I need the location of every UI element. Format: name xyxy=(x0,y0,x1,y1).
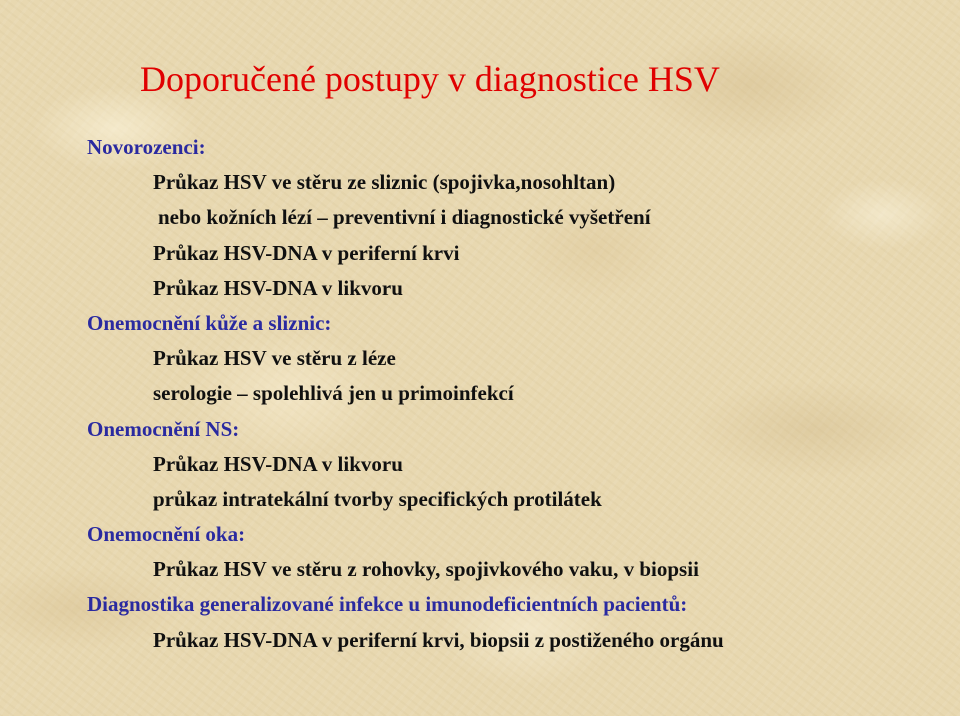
section-heading-generalized-infection: Diagnostika generalizované infekce u imunodeficientních pacientů: xyxy=(87,592,688,617)
section-heading-eye: Onemocnění oka: xyxy=(87,522,246,547)
list-item: nebo kožních lézí – preventivní i diagnostické vyšetření xyxy=(158,205,651,230)
list-item: Průkaz HSV-DNA v periferní krvi xyxy=(153,240,460,265)
list-item: serologie – spolehlivá jen u primoinfekcí xyxy=(153,381,514,406)
list-item: průkaz intratekální tvorby specifických protilátek xyxy=(153,486,602,511)
list-item: Průkaz HSV-DNA v likvoru xyxy=(153,275,403,300)
list-item: Průkaz HSV ve stěru z léze xyxy=(153,346,396,371)
list-item: Průkaz HSV ve stěru ze sliznic (spojivka,nosohltan) xyxy=(153,170,616,195)
section-heading-newborns: Novorozenci: xyxy=(87,135,206,159)
list-item: Průkaz HSV-DNA v periferní krvi, biopsii z postiženého orgánu xyxy=(153,627,724,652)
content-list xyxy=(87,130,724,658)
section-heading-cns: Onemocnění NS: xyxy=(87,416,240,441)
list-item: Průkaz HSV-DNA v likvoru xyxy=(153,451,403,476)
list-item: Průkaz HSV ve stěru z rohovky, spojivkového vaku, v biopsii xyxy=(153,557,699,582)
section-heading-skin-mucosa: Onemocnění kůže a sliznic: xyxy=(87,310,332,335)
slide-title: Doporučené postupy v diagnostice HSV xyxy=(140,59,720,99)
